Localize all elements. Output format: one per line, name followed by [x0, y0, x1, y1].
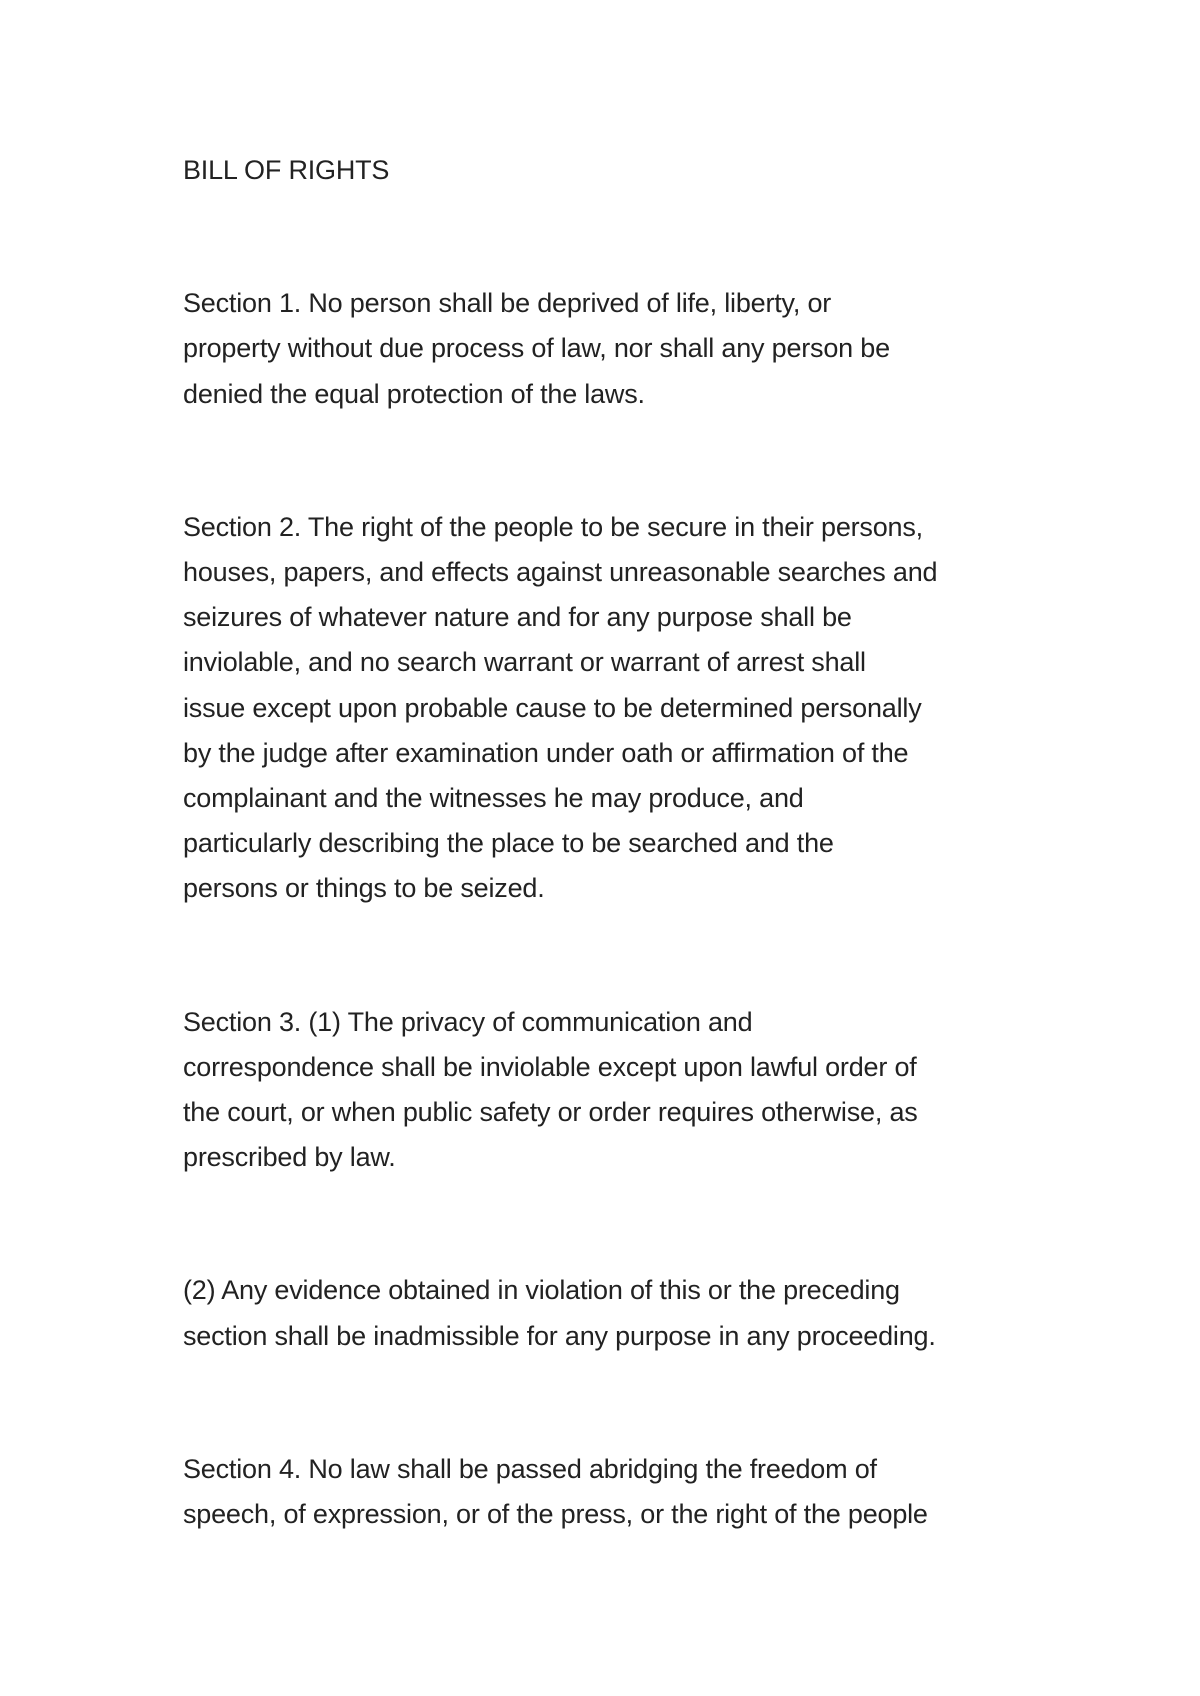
paragraph-section-2: Section 2. The right of the people to be secure in their persons, houses, papers, and effects against unreasonable searches and seizures of whatever nature and for any purpose shall be inviolable, and no search warrant or warrant of arrest shall issue except upon probable cause to be determined personally by the judge after examination under oath or affirmation of the complainant and the witnesses he may produce, and particularly describing the place to be searched and the persons or things to be seized. [183, 511, 938, 904]
paragraph-section-1: Section 1. No person shall be deprived of life, liberty, or property without due process of law, nor shall any person be denied the equal protection of the laws. [183, 288, 890, 409]
paragraph-section-3-2: (2) Any evidence obtained in violation of this or the preceding section shall be inadmissible for any purpose in any proceeding. [183, 1275, 936, 1351]
paragraph-section-4: Section 4. No law shall be passed abridging the freedom of speech, of expression, or of the press, or the right of the people [183, 1453, 928, 1530]
document-title: BILL OF RIGHTS [183, 155, 390, 185]
document-body [183, 148, 1043, 1537]
paragraph-section-3-1: Section 3. (1) The privacy of communication and correspondence shall be inviolable except upon lawful order of the court, or when public safety or order requires otherwise, as prescribed by law. [183, 1006, 918, 1173]
